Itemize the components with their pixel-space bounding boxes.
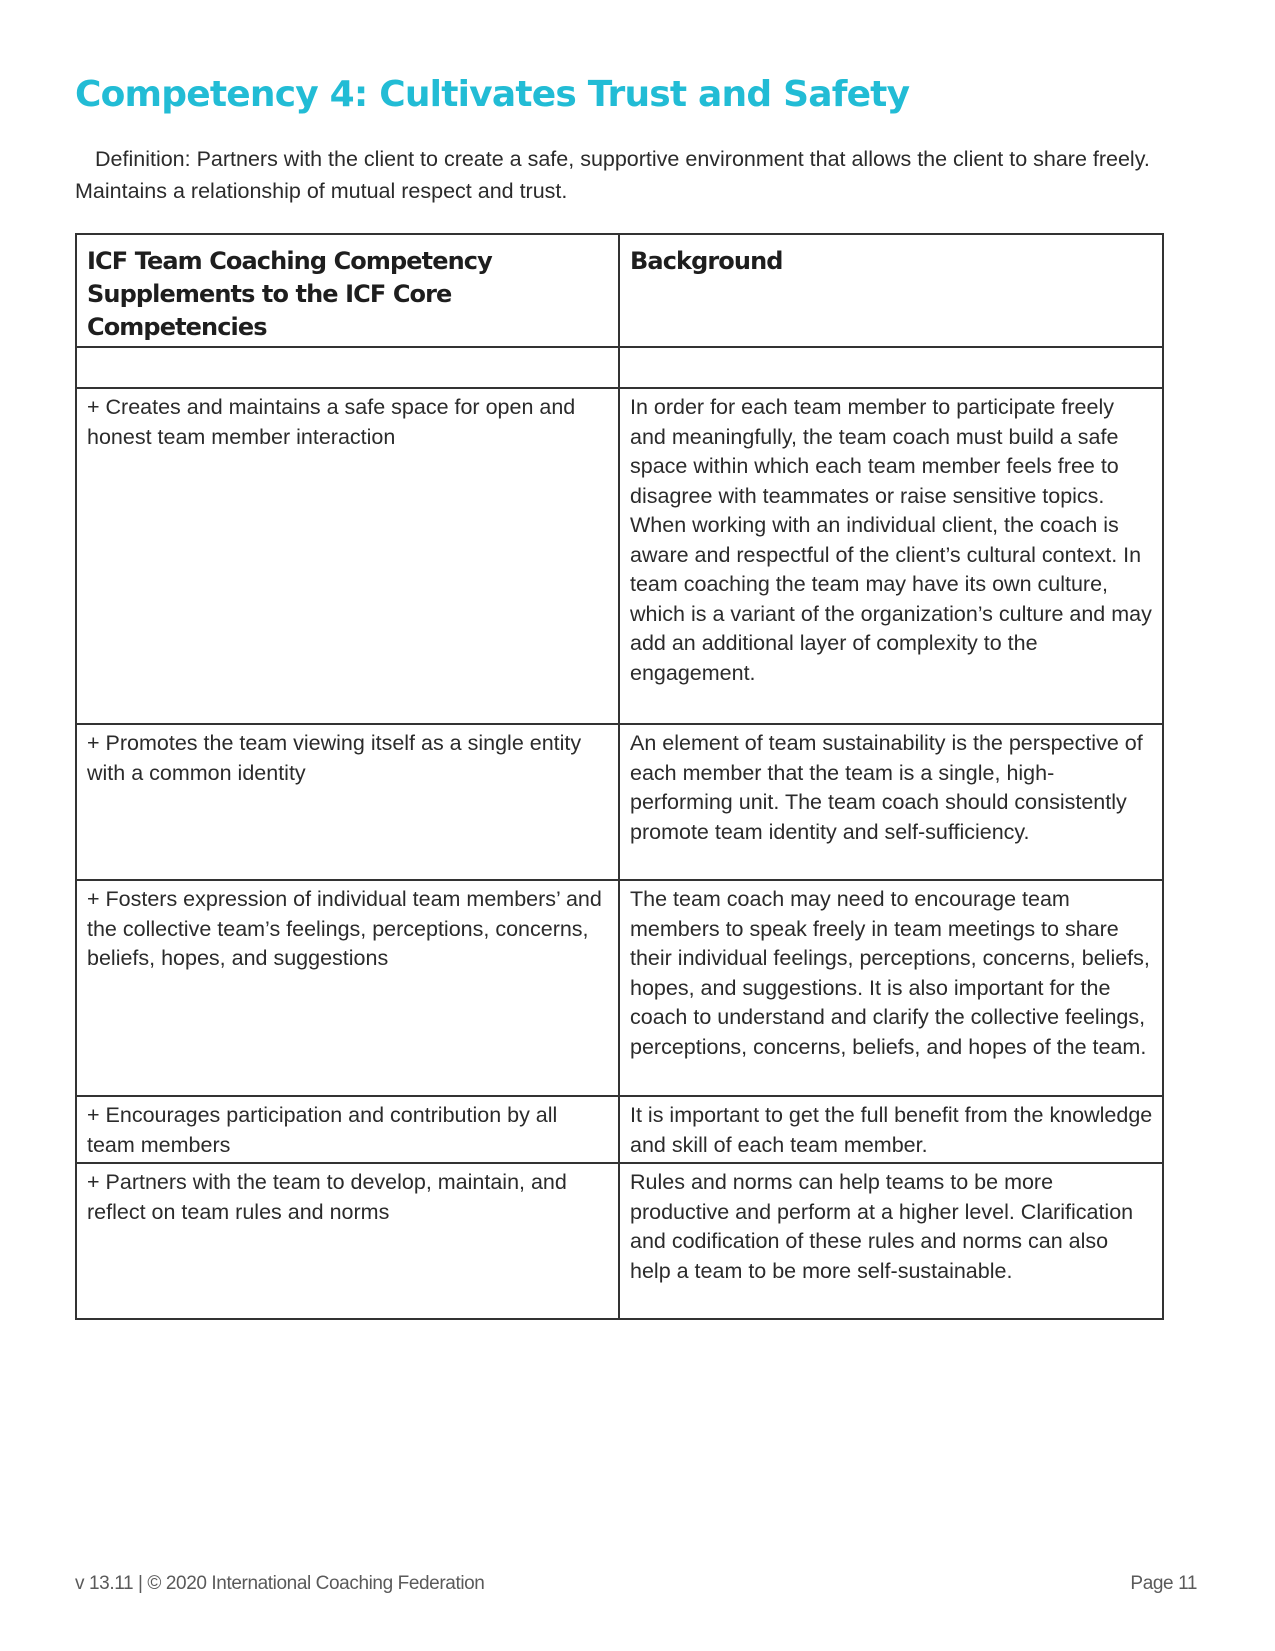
table-header-row	[76, 234, 1163, 347]
background-cell: It is important to get the full benefit from the knowledge and skill of each team member.	[619, 1096, 1163, 1163]
page-number: Page 11	[1130, 1573, 1197, 1594]
background-cell: Rules and norms can help teams to be more productive and perform at a higher level. Clarification and codification of these rules and norms can also help a team to be more self-sustainable.	[619, 1163, 1163, 1319]
competency-definition: Definition: Partners with the client to create a safe, supportive environment that allows the client to share freely. Maintains a relationship of mutual respect and trust.	[75, 147, 1150, 203]
empty-cell	[619, 347, 1163, 388]
background-cell: The team coach may need to encourage team members to speak freely in team meetings to share their individual feelings, perceptions, concerns, beliefs, hopes, and suggestions. It is also important for the coach to understand and clarify the collective feelings, perceptions, concerns, beliefs, and hopes of the team.	[619, 880, 1163, 1096]
table-row	[76, 1096, 1163, 1163]
competency-cell: + Partners with the team to develop, maintain, and reflect on team rules and norms	[76, 1163, 619, 1319]
background-cell: An element of team sustainability is the perspective of each member that the team is a single, high-performing unit. The team coach should consistently promote team identity and self-sufficiency.	[619, 724, 1163, 880]
table-row	[76, 724, 1163, 880]
table-row	[76, 880, 1163, 1096]
footer-copyright: v 13.11 | © 2020 International Coaching Federation	[75, 1573, 485, 1594]
competency-cell: + Creates and maintains a safe space for open and honest team member interaction	[76, 388, 619, 724]
table-row-empty	[76, 347, 1163, 388]
background-cell: In order for each team member to participate freely and meaningfully, the team coach must build a safe space within which each team member feels free to disagree with teammates or raise sensitive topics. When working with an individual client, the coach is aware and respectful of the client’s cultural context. In team coaching the team may have its own culture, which is a variant of the organization’s culture and may add an additional layer of complexity to the engagement.	[619, 388, 1163, 724]
table-row	[76, 388, 1163, 724]
competency-table	[75, 233, 1164, 1320]
page-title: Competency 4: Cultivates Trust and Safety	[75, 74, 910, 115]
header-competency-supplements: ICF Team Coaching Competency Supplements to the ICF Core Competencies	[76, 234, 619, 347]
competency-cell: + Encourages participation and contribution by all team members	[76, 1096, 619, 1163]
table-row	[76, 1163, 1163, 1319]
empty-cell	[76, 347, 619, 388]
competency-cell: + Fosters expression of individual team members’ and the collective team’s feelings, perceptions, concerns, beliefs, hopes, and suggestions	[76, 880, 619, 1096]
competency-cell: + Promotes the team viewing itself as a single entity with a common identity	[76, 724, 619, 880]
header-background: Background	[619, 234, 1163, 347]
